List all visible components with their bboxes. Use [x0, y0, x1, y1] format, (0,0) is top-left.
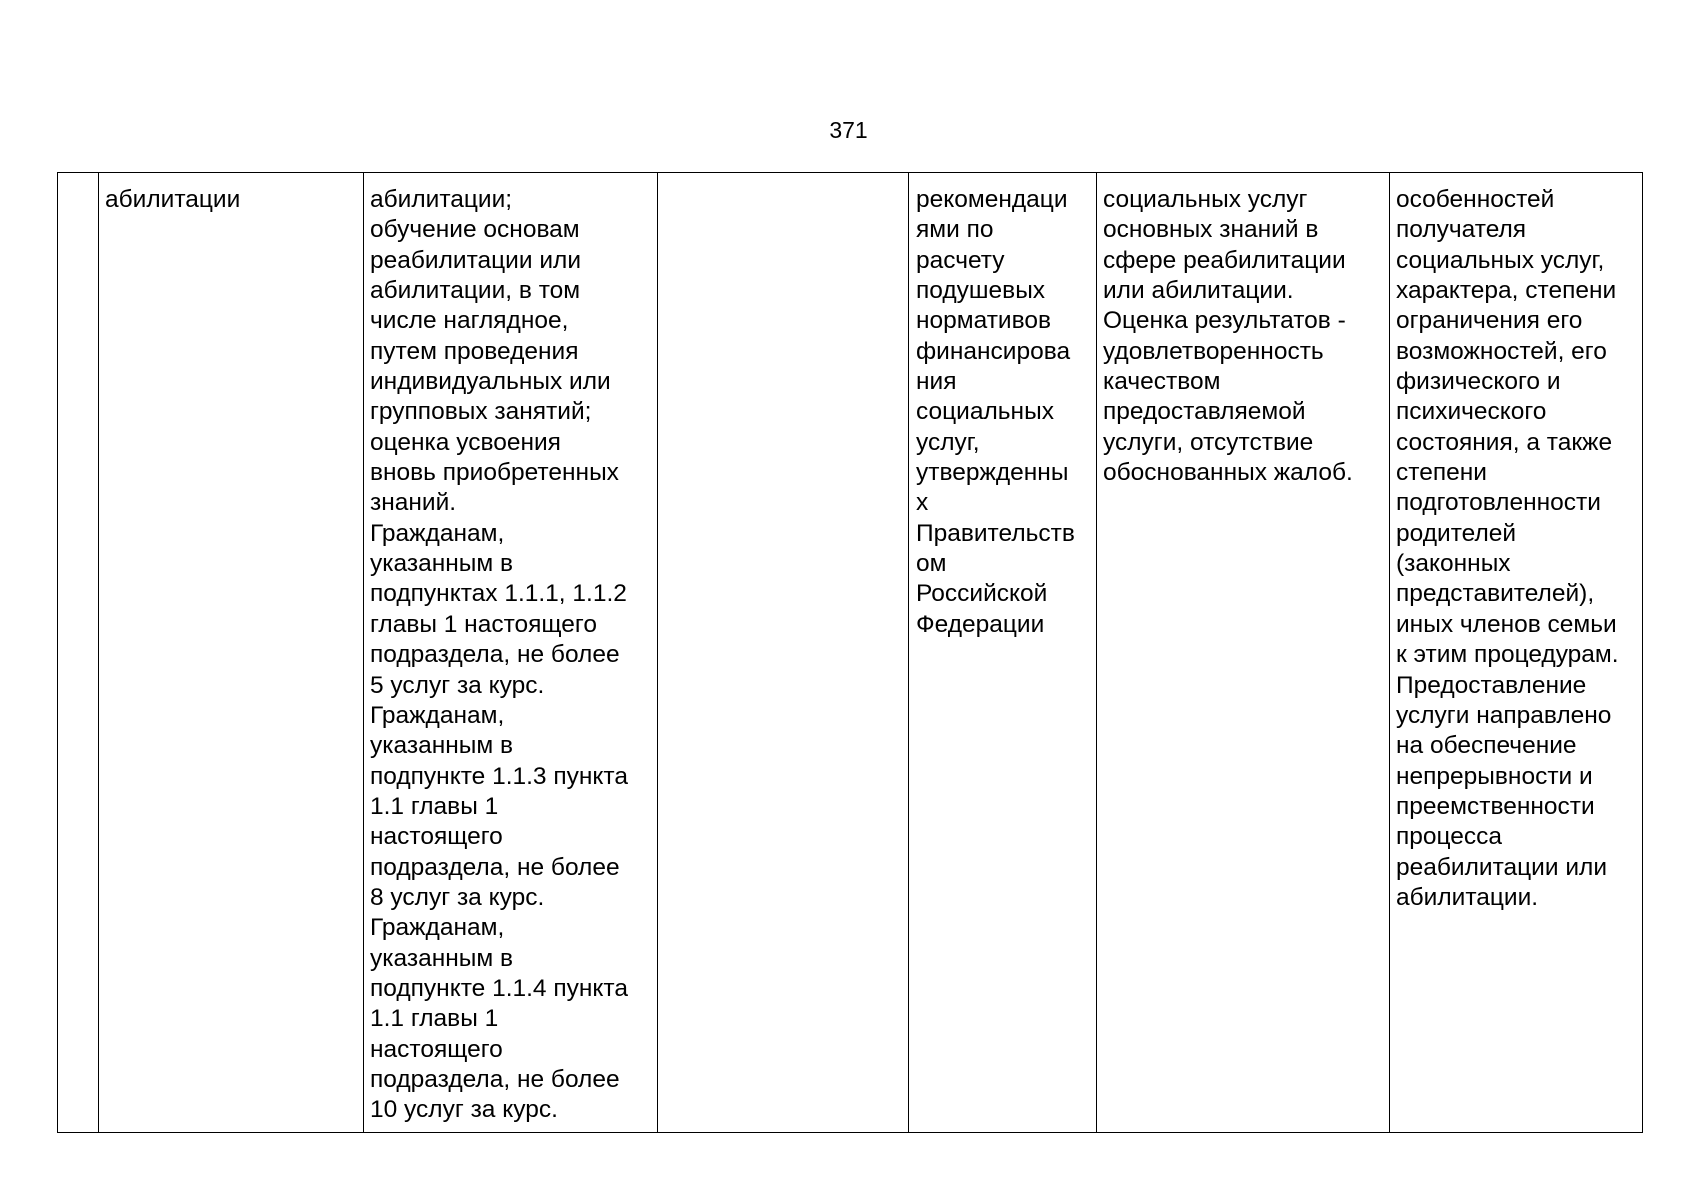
cell-text-line: подушевых: [916, 277, 1046, 305]
cell-text-line: утвержденны: [916, 459, 1069, 487]
cell-text-line: абилитации: [105, 186, 241, 213]
cell-text-line: процесса: [1396, 823, 1503, 851]
cell-text-line: 5 услуг за курс.: [370, 671, 545, 699]
cell-text-line: вновь приобретенных: [370, 459, 619, 487]
cell-text-line: иных членов семьи: [1396, 610, 1617, 638]
cell-text-line: 1.1 главы 1: [370, 792, 499, 820]
cell-text-line: возможностей, его: [1396, 337, 1607, 365]
cell-text-line: ями по: [916, 216, 994, 244]
cell-text-line: представителей),: [1396, 580, 1595, 608]
table-cell-conditions: [1390, 173, 1643, 1133]
cell-text-line: настоящего: [370, 1035, 503, 1063]
table-cell-evaluation: [1097, 173, 1390, 1133]
cell-text-line: абилитации.: [1396, 883, 1539, 911]
cell-text-line: на обеспечение: [1396, 732, 1577, 760]
cell-text-line: (законных: [1396, 550, 1511, 578]
cell-text-line: индивидуальных или: [370, 368, 611, 396]
cell-text-line: групповых занятий;: [370, 398, 592, 426]
cell-text-line: социальных: [916, 398, 1054, 426]
page-number: 371: [829, 117, 868, 143]
cell-text-line: Правительств: [916, 519, 1075, 547]
cell-text-line: основных знаний в: [1103, 216, 1319, 244]
cell-text-line: рекомендаци: [916, 186, 1068, 213]
cell-text-line: особенностей: [1396, 186, 1555, 213]
cell-text-line: путем проведения: [370, 337, 579, 365]
cell-text-line: числе наглядное,: [370, 307, 569, 335]
cell-text-line: подпункте 1.1.4 пункта: [370, 974, 628, 1002]
cell-text-line: к этим процедурам.: [1396, 641, 1619, 669]
cell-text-line: 8 услуг за курс.: [370, 883, 545, 911]
cell-text-line: услуги направлено: [1396, 701, 1612, 729]
cell-text-line: знаний.: [370, 489, 457, 517]
cell-text-line: Гражданам,: [370, 914, 505, 942]
cell-text-line: степени: [1396, 459, 1487, 487]
cell-text-line: социальных услуг,: [1396, 246, 1605, 274]
cell-text-line: подраздела, не более: [370, 1065, 620, 1093]
cell-text-line: абилитации, в том: [370, 277, 581, 305]
cell-text-line: расчету: [916, 246, 1005, 274]
cell-text-line: подпунктах 1.1.1, 1.1.2: [370, 580, 627, 608]
cell-text-line: финансирова: [916, 337, 1071, 365]
cell-text-line: непрерывности и: [1396, 762, 1593, 790]
cell-text-line: ограничения его: [1396, 307, 1583, 335]
cell-text-line: характера, степени: [1396, 277, 1617, 305]
table-cell-service-description: [364, 173, 658, 1133]
cell-text-line: социальных услуг: [1103, 186, 1308, 213]
cell-text-line: абилитации;: [370, 186, 513, 213]
cell-text-line: ом: [916, 550, 947, 578]
cell-text-line: нормативов: [916, 307, 1052, 335]
cell-text-line: родителей: [1396, 519, 1517, 547]
cell-text-line: психического: [1396, 398, 1547, 426]
cell-text-line: Оценка результатов -: [1103, 307, 1346, 335]
cell-text-line: Российской: [916, 580, 1048, 608]
cell-text-line: услуг,: [916, 428, 980, 456]
table-cell-financing: [909, 173, 1097, 1133]
cell-text-line: 1.1 главы 1: [370, 1005, 499, 1033]
cell-text-line: качеством: [1103, 368, 1221, 396]
cell-text-line: указанным в: [370, 944, 514, 972]
cell-text-line: преемственности: [1396, 792, 1595, 820]
cell-text-line: или абилитации.: [1103, 277, 1294, 305]
cell-text-line: предоставляемой: [1103, 398, 1306, 426]
cell-text-line: состояния, а также: [1396, 428, 1613, 456]
cell-text-line: главы 1 настоящего: [370, 610, 597, 638]
cell-text-line: подготовленности: [1396, 489, 1601, 517]
cell-text-line: получателя: [1396, 216, 1527, 244]
table-cell-service-name: [99, 173, 364, 1133]
cell-text-line: реабилитации или: [1396, 853, 1608, 881]
table-cell-tariff: [658, 173, 909, 1133]
cell-text-line: подпункте 1.1.3 пункта: [370, 762, 628, 790]
cell-text-line: настоящего: [370, 823, 503, 851]
cell-text-line: услуги, отсутствие: [1103, 428, 1314, 456]
document-table: [57, 172, 1643, 1133]
cell-text-line: Предоставление: [1396, 671, 1587, 699]
cell-text-line: реабилитации или: [370, 246, 582, 274]
cell-text-line: подраздела, не более: [370, 853, 620, 881]
cell-text-line: подраздела, не более: [370, 641, 620, 669]
cell-text-line: ния: [916, 368, 957, 396]
cell-text-line: обоснованных жалоб.: [1103, 459, 1353, 487]
cell-text-line: Федерации: [916, 610, 1045, 638]
cell-text-line: Гражданам,: [370, 519, 505, 547]
table-cell-number: [58, 173, 99, 1133]
cell-text-line: Гражданам,: [370, 701, 505, 729]
cell-text-line: обучение основам: [370, 216, 580, 244]
table-row: [58, 173, 1643, 1133]
cell-text-line: 10 услуг за курс.: [370, 1096, 558, 1124]
cell-text-line: физического и: [1396, 368, 1561, 396]
cell-text-line: оценка усвоения: [370, 428, 561, 456]
cell-text-line: х: [916, 489, 929, 517]
cell-text-line: удовлетворенность: [1103, 337, 1324, 365]
cell-text-line: указанным в: [370, 732, 514, 760]
cell-text-line: указанным в: [370, 550, 514, 578]
cell-text-line: сфере реабилитации: [1103, 246, 1346, 274]
